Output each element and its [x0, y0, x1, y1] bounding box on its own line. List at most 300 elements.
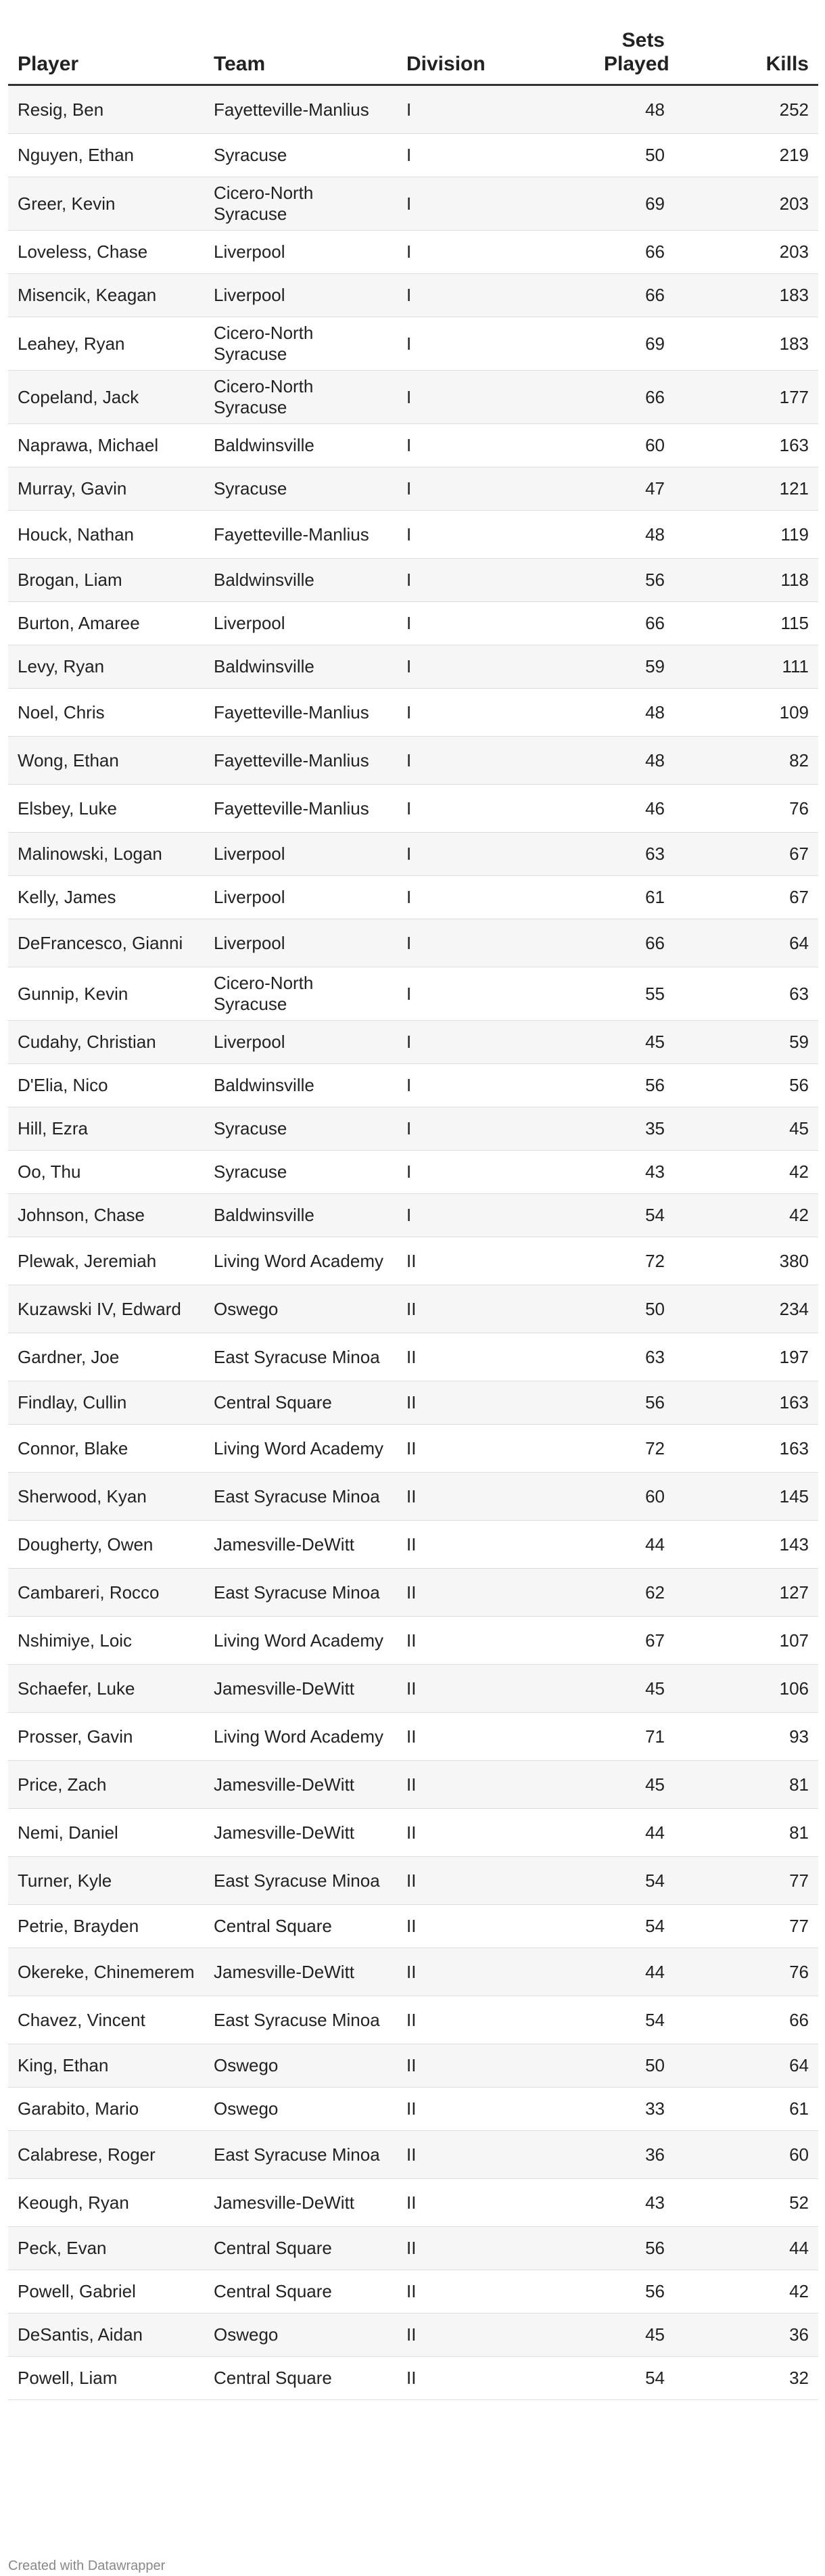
- cell-kills: 234: [674, 1285, 818, 1333]
- table-row: [8, 1996, 818, 2044]
- data-table: [8, 23, 818, 2400]
- cell-player: Murray, Gavin: [8, 467, 204, 511]
- table-row: [8, 833, 818, 876]
- cell-team: Living Word Academy: [204, 1425, 397, 1473]
- cell-sets-played: 44: [498, 1948, 674, 1996]
- cell-division: II: [397, 1905, 498, 1948]
- cell-division: I: [397, 1151, 498, 1194]
- table-row: [8, 876, 818, 919]
- cell-sets-played: 62: [498, 1569, 674, 1617]
- cell-kills: 67: [674, 833, 818, 876]
- cell-player: D'Elia, Nico: [8, 1064, 204, 1107]
- cell-division: I: [397, 134, 498, 177]
- cell-team: Baldwinsville: [204, 559, 397, 602]
- cell-division: I: [397, 371, 498, 424]
- cell-sets-played: 45: [498, 2314, 674, 2357]
- cell-sets-played: 63: [498, 1333, 674, 1381]
- cell-sets-played: 54: [498, 1857, 674, 1905]
- column-header-division[interactable]: Division: [397, 23, 498, 85]
- sets-played-header-text: Sets Played: [604, 29, 669, 75]
- cell-sets-played: 56: [498, 1381, 674, 1425]
- table-row: [8, 689, 818, 737]
- cell-division: I: [397, 424, 498, 467]
- cell-sets-played: 46: [498, 785, 674, 833]
- cell-kills: 163: [674, 1381, 818, 1425]
- cell-kills: 163: [674, 424, 818, 467]
- cell-kills: 183: [674, 274, 818, 317]
- cell-division: II: [397, 1857, 498, 1905]
- cell-player: Connor, Blake: [8, 1425, 204, 1473]
- cell-kills: 76: [674, 785, 818, 833]
- cell-player: Nguyen, Ethan: [8, 134, 204, 177]
- cell-team: Living Word Academy: [204, 1617, 397, 1665]
- cell-division: II: [397, 1237, 498, 1285]
- table-row: [8, 1333, 818, 1381]
- table-header: [8, 23, 818, 85]
- cell-sets-played: 60: [498, 424, 674, 467]
- cell-division: I: [397, 1021, 498, 1064]
- cell-division: I: [397, 274, 498, 317]
- table-row: [8, 602, 818, 645]
- cell-kills: 252: [674, 85, 818, 134]
- cell-kills: 81: [674, 1809, 818, 1857]
- cell-sets-played: 48: [498, 737, 674, 785]
- cell-sets-played: 45: [498, 1761, 674, 1809]
- cell-division: I: [397, 231, 498, 274]
- cell-kills: 82: [674, 737, 818, 785]
- table-row: [8, 2357, 818, 2400]
- cell-team: Syracuse: [204, 1107, 397, 1151]
- cell-kills: 76: [674, 1948, 818, 1996]
- cell-kills: 107: [674, 1617, 818, 1665]
- cell-player: Copeland, Jack: [8, 371, 204, 424]
- cell-kills: 81: [674, 1761, 818, 1809]
- cell-team: Fayetteville-Manlius: [204, 737, 397, 785]
- cell-sets-played: 56: [498, 2227, 674, 2270]
- cell-player: Noel, Chris: [8, 689, 204, 737]
- cell-team: East Syracuse Minoa: [204, 1569, 397, 1617]
- cell-player: Chavez, Vincent: [8, 1996, 204, 2044]
- cell-player: King, Ethan: [8, 2044, 204, 2088]
- table-row: [8, 231, 818, 274]
- cell-sets-played: 69: [498, 177, 674, 231]
- cell-player: Powell, Liam: [8, 2357, 204, 2400]
- cell-kills: 66: [674, 1996, 818, 2044]
- cell-player: Gardner, Joe: [8, 1333, 204, 1381]
- table-row: [8, 511, 818, 559]
- cell-sets-played: 50: [498, 134, 674, 177]
- cell-kills: 61: [674, 2088, 818, 2131]
- cell-player: Calabrese, Roger: [8, 2131, 204, 2179]
- column-header-sets-played[interactable]: [498, 23, 674, 85]
- cell-division: II: [397, 2044, 498, 2088]
- cell-division: II: [397, 1809, 498, 1857]
- cell-sets-played: 54: [498, 1905, 674, 1948]
- table-row: [8, 1809, 818, 1857]
- cell-kills: 93: [674, 1713, 818, 1761]
- cell-team: East Syracuse Minoa: [204, 1473, 397, 1521]
- cell-kills: 115: [674, 602, 818, 645]
- cell-sets-played: 50: [498, 2044, 674, 2088]
- cell-player: Wong, Ethan: [8, 737, 204, 785]
- cell-kills: 77: [674, 1905, 818, 1948]
- cell-player: Misencik, Keagan: [8, 274, 204, 317]
- cell-sets-played: 54: [498, 1194, 674, 1237]
- cell-player: Schaefer, Luke: [8, 1665, 204, 1713]
- cell-team: Liverpool: [204, 876, 397, 919]
- cell-team: Liverpool: [204, 231, 397, 274]
- cell-kills: 203: [674, 231, 818, 274]
- table-row: [8, 424, 818, 467]
- cell-player: Plewak, Jeremiah: [8, 1237, 204, 1285]
- cell-player: Greer, Kevin: [8, 177, 204, 231]
- cell-division: I: [397, 785, 498, 833]
- table-row: [8, 1285, 818, 1333]
- cell-kills: 118: [674, 559, 818, 602]
- cell-division: II: [397, 1381, 498, 1425]
- cell-kills: 42: [674, 2270, 818, 2314]
- cell-player: Kuzawski IV, Edward: [8, 1285, 204, 1333]
- cell-kills: 44: [674, 2227, 818, 2270]
- cell-team: Fayetteville-Manlius: [204, 85, 397, 134]
- cell-sets-played: 56: [498, 559, 674, 602]
- cell-kills: 111: [674, 645, 818, 689]
- cell-sets-played: 67: [498, 1617, 674, 1665]
- cell-team: Jamesville-DeWitt: [204, 2179, 397, 2227]
- cell-player: Elsbey, Luke: [8, 785, 204, 833]
- cell-team: Jamesville-DeWitt: [204, 1948, 397, 1996]
- table-row: [8, 1761, 818, 1809]
- cell-team: Jamesville-DeWitt: [204, 1761, 397, 1809]
- cell-division: II: [397, 1617, 498, 1665]
- cell-team: East Syracuse Minoa: [204, 1857, 397, 1905]
- table-row: [8, 1021, 818, 1064]
- cell-player: Levy, Ryan: [8, 645, 204, 689]
- cell-division: I: [397, 1064, 498, 1107]
- cell-team: Baldwinsville: [204, 1064, 397, 1107]
- cell-player: Petrie, Brayden: [8, 1905, 204, 1948]
- column-header-player[interactable]: Player: [8, 23, 204, 85]
- table-row: [8, 371, 818, 424]
- cell-team: Cicero-North Syracuse: [204, 371, 397, 424]
- cell-team: Liverpool: [204, 1021, 397, 1064]
- cell-team: Central Square: [204, 2357, 397, 2400]
- cell-kills: 59: [674, 1021, 818, 1064]
- table-row: [8, 2227, 818, 2270]
- table-row: [8, 2179, 818, 2227]
- cell-kills: 380: [674, 1237, 818, 1285]
- cell-kills: 119: [674, 511, 818, 559]
- cell-kills: 203: [674, 177, 818, 231]
- cell-division: II: [397, 1473, 498, 1521]
- cell-player: Nshimiye, Loic: [8, 1617, 204, 1665]
- cell-kills: 67: [674, 876, 818, 919]
- cell-team: Syracuse: [204, 1151, 397, 1194]
- cell-player: Okereke, Chinemerem: [8, 1948, 204, 1996]
- cell-kills: 60: [674, 2131, 818, 2179]
- cell-sets-played: 66: [498, 231, 674, 274]
- table-row: [8, 1064, 818, 1107]
- cell-sets-played: 48: [498, 689, 674, 737]
- cell-division: I: [397, 689, 498, 737]
- table-row: [8, 134, 818, 177]
- cell-sets-played: 45: [498, 1021, 674, 1064]
- cell-sets-played: 43: [498, 2179, 674, 2227]
- cell-division: II: [397, 2270, 498, 2314]
- cell-kills: 219: [674, 134, 818, 177]
- cell-player: Peck, Evan: [8, 2227, 204, 2270]
- cell-division: I: [397, 833, 498, 876]
- cell-sets-played: 72: [498, 1425, 674, 1473]
- cell-team: Liverpool: [204, 274, 397, 317]
- cell-sets-played: 69: [498, 317, 674, 371]
- cell-sets-played: 36: [498, 2131, 674, 2179]
- cell-player: Houck, Nathan: [8, 511, 204, 559]
- cell-division: I: [397, 1194, 498, 1237]
- cell-player: Resig, Ben: [8, 85, 204, 134]
- cell-team: Central Square: [204, 1905, 397, 1948]
- cell-kills: 42: [674, 1151, 818, 1194]
- table-row: [8, 2270, 818, 2314]
- cell-team: Central Square: [204, 1381, 397, 1425]
- cell-sets-played: 59: [498, 645, 674, 689]
- cell-division: II: [397, 2227, 498, 2270]
- cell-sets-played: 45: [498, 1665, 674, 1713]
- cell-division: II: [397, 1521, 498, 1569]
- cell-sets-played: 54: [498, 1996, 674, 2044]
- cell-division: II: [397, 1996, 498, 2044]
- cell-division: I: [397, 645, 498, 689]
- cell-kills: 109: [674, 689, 818, 737]
- cell-kills: 36: [674, 2314, 818, 2357]
- table-row: [8, 1617, 818, 1665]
- cell-player: Sherwood, Kyan: [8, 1473, 204, 1521]
- cell-team: Oswego: [204, 2044, 397, 2088]
- table-row: [8, 2314, 818, 2357]
- cell-player: Prosser, Gavin: [8, 1713, 204, 1761]
- cell-player: Naprawa, Michael: [8, 424, 204, 467]
- cell-team: Fayetteville-Manlius: [204, 689, 397, 737]
- cell-team: Oswego: [204, 1285, 397, 1333]
- cell-kills: 32: [674, 2357, 818, 2400]
- cell-team: Liverpool: [204, 919, 397, 967]
- cell-team: Baldwinsville: [204, 1194, 397, 1237]
- column-header-kills[interactable]: Kills: [674, 23, 818, 85]
- cell-division: I: [397, 737, 498, 785]
- cell-division: II: [397, 1569, 498, 1617]
- cell-division: I: [397, 602, 498, 645]
- cell-kills: 63: [674, 967, 818, 1021]
- cell-team: Fayetteville-Manlius: [204, 511, 397, 559]
- cell-team: East Syracuse Minoa: [204, 1996, 397, 2044]
- cell-kills: 163: [674, 1425, 818, 1473]
- table-row: [8, 467, 818, 511]
- cell-sets-played: 35: [498, 1107, 674, 1151]
- cell-sets-played: 56: [498, 1064, 674, 1107]
- cell-team: Jamesville-DeWitt: [204, 1809, 397, 1857]
- table-row: [8, 2131, 818, 2179]
- table-row: [8, 1237, 818, 1285]
- datawrapper-credit: Created with Datawrapper: [8, 2558, 166, 2573]
- table-row: [8, 2044, 818, 2088]
- cell-division: I: [397, 511, 498, 559]
- cell-kills: 42: [674, 1194, 818, 1237]
- cell-kills: 45: [674, 1107, 818, 1151]
- cell-sets-played: 47: [498, 467, 674, 511]
- cell-kills: 143: [674, 1521, 818, 1569]
- cell-team: Central Square: [204, 2227, 397, 2270]
- cell-team: Cicero-North Syracuse: [204, 317, 397, 371]
- cell-team: Fayetteville-Manlius: [204, 785, 397, 833]
- table-row: [8, 2088, 818, 2131]
- cell-kills: 64: [674, 2044, 818, 2088]
- cell-player: Keough, Ryan: [8, 2179, 204, 2227]
- cell-kills: 127: [674, 1569, 818, 1617]
- table-row: [8, 645, 818, 689]
- table-row: [8, 1521, 818, 1569]
- cell-sets-played: 44: [498, 1809, 674, 1857]
- cell-division: I: [397, 467, 498, 511]
- cell-division: I: [397, 967, 498, 1021]
- cell-team: Syracuse: [204, 467, 397, 511]
- table-row: [8, 559, 818, 602]
- cell-player: Oo, Thu: [8, 1151, 204, 1194]
- cell-player: Brogan, Liam: [8, 559, 204, 602]
- cell-division: I: [397, 1107, 498, 1151]
- cell-team: Living Word Academy: [204, 1237, 397, 1285]
- cell-kills: 197: [674, 1333, 818, 1381]
- cell-player: Nemi, Daniel: [8, 1809, 204, 1857]
- cell-team: Cicero-North Syracuse: [204, 967, 397, 1021]
- cell-sets-played: 33: [498, 2088, 674, 2131]
- table-row: [8, 1948, 818, 1996]
- cell-player: Johnson, Chase: [8, 1194, 204, 1237]
- cell-team: Liverpool: [204, 833, 397, 876]
- cell-division: II: [397, 2088, 498, 2131]
- table-row: [8, 1569, 818, 1617]
- table-row: [8, 1425, 818, 1473]
- table-row: [8, 1857, 818, 1905]
- cell-player: Turner, Kyle: [8, 1857, 204, 1905]
- cell-sets-played: 43: [498, 1151, 674, 1194]
- cell-player: Cudahy, Christian: [8, 1021, 204, 1064]
- cell-team: Oswego: [204, 2088, 397, 2131]
- table-row: [8, 274, 818, 317]
- cell-division: II: [397, 2131, 498, 2179]
- cell-sets-played: 63: [498, 833, 674, 876]
- table-row: [8, 919, 818, 967]
- table-row: [8, 785, 818, 833]
- table-row: [8, 1713, 818, 1761]
- column-header-team[interactable]: Team: [204, 23, 397, 85]
- cell-sets-played: 71: [498, 1713, 674, 1761]
- cell-division: II: [397, 1285, 498, 1333]
- cell-kills: 106: [674, 1665, 818, 1713]
- cell-sets-played: 48: [498, 85, 674, 134]
- cell-team: Baldwinsville: [204, 645, 397, 689]
- table-row: [8, 1194, 818, 1237]
- cell-sets-played: 66: [498, 274, 674, 317]
- cell-sets-played: 66: [498, 602, 674, 645]
- cell-team: Baldwinsville: [204, 424, 397, 467]
- cell-player: DeSantis, Aidan: [8, 2314, 204, 2357]
- table-row: [8, 1151, 818, 1194]
- table-row: [8, 1905, 818, 1948]
- cell-division: I: [397, 876, 498, 919]
- cell-player: Malinowski, Logan: [8, 833, 204, 876]
- table-row: [8, 1473, 818, 1521]
- cell-player: Loveless, Chase: [8, 231, 204, 274]
- table-row: [8, 177, 818, 231]
- cell-team: Central Square: [204, 2270, 397, 2314]
- cell-team: East Syracuse Minoa: [204, 2131, 397, 2179]
- header-row: [8, 23, 818, 85]
- cell-player: Leahey, Ryan: [8, 317, 204, 371]
- cell-team: Living Word Academy: [204, 1713, 397, 1761]
- cell-team: Oswego: [204, 2314, 397, 2357]
- cell-sets-played: 61: [498, 876, 674, 919]
- table-row: [8, 737, 818, 785]
- cell-sets-played: 66: [498, 919, 674, 967]
- cell-kills: 121: [674, 467, 818, 511]
- cell-sets-played: 48: [498, 511, 674, 559]
- cell-division: II: [397, 1948, 498, 1996]
- table-row: [8, 1665, 818, 1713]
- cell-division: II: [397, 1665, 498, 1713]
- cell-division: II: [397, 1425, 498, 1473]
- cell-division: II: [397, 1333, 498, 1381]
- cell-player: Cambareri, Rocco: [8, 1569, 204, 1617]
- cell-player: Kelly, James: [8, 876, 204, 919]
- cell-division: I: [397, 559, 498, 602]
- cell-player: Gunnip, Kevin: [8, 967, 204, 1021]
- cell-sets-played: 66: [498, 371, 674, 424]
- cell-team: Cicero-North Syracuse: [204, 177, 397, 231]
- cell-team: Jamesville-DeWitt: [204, 1521, 397, 1569]
- cell-division: II: [397, 2357, 498, 2400]
- table-row: [8, 85, 818, 134]
- cell-team: Liverpool: [204, 602, 397, 645]
- cell-division: I: [397, 85, 498, 134]
- cell-team: Jamesville-DeWitt: [204, 1665, 397, 1713]
- cell-division: I: [397, 919, 498, 967]
- table-row: [8, 1381, 818, 1425]
- cell-kills: 145: [674, 1473, 818, 1521]
- cell-player: Findlay, Cullin: [8, 1381, 204, 1425]
- cell-kills: 77: [674, 1857, 818, 1905]
- cell-division: II: [397, 1713, 498, 1761]
- cell-sets-played: 44: [498, 1521, 674, 1569]
- cell-division: II: [397, 2314, 498, 2357]
- cell-player: DeFrancesco, Gianni: [8, 919, 204, 967]
- cell-player: Powell, Gabriel: [8, 2270, 204, 2314]
- cell-sets-played: 54: [498, 2357, 674, 2400]
- cell-team: East Syracuse Minoa: [204, 1333, 397, 1381]
- table-row: [8, 317, 818, 371]
- cell-division: I: [397, 177, 498, 231]
- cell-kills: 177: [674, 371, 818, 424]
- cell-division: II: [397, 1761, 498, 1809]
- cell-kills: 52: [674, 2179, 818, 2227]
- table-body: [8, 85, 818, 2400]
- cell-player: Hill, Ezra: [8, 1107, 204, 1151]
- cell-team: Syracuse: [204, 134, 397, 177]
- cell-player: Burton, Amaree: [8, 602, 204, 645]
- cell-sets-played: 50: [498, 1285, 674, 1333]
- cell-player: Price, Zach: [8, 1761, 204, 1809]
- table-row: [8, 1107, 818, 1151]
- cell-sets-played: 56: [498, 2270, 674, 2314]
